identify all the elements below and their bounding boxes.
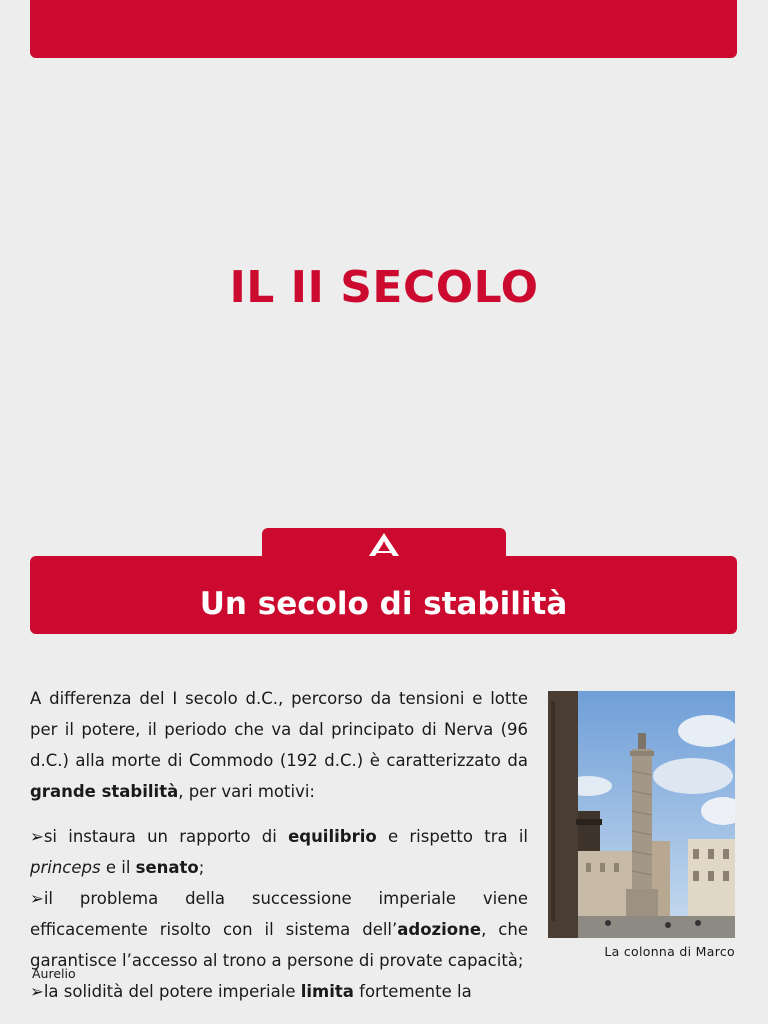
image-caption: La colonna di Marco (604, 944, 735, 959)
bullet-arrow-icon: ➢ (30, 827, 44, 846)
bullet-item: ➢la solidità del potere imperiale limita fortemente la (30, 982, 472, 1001)
body-text (30, 683, 528, 1007)
bullet-item: ➢il problema della successione imperiale viene efficacemente risolto con il sistema dell’adozione, che garantisce l’accesso al trono a persone di provate capacità; (30, 889, 528, 970)
slide-title: IL II SECOLO (229, 262, 539, 313)
intro-paragraph: A differenza del I secolo d.C., percorso da tensioni e lotte per il potere, il periodo che va dal principato di Nerva (96 d.C.) alla morte di Commodo (192 d.C.) è caratterizzato da grande stabilità, per vari motivi: (30, 689, 528, 801)
bullet-arrow-icon: ➢ (30, 982, 44, 1001)
top-banner (30, 0, 737, 58)
bullet-arrow-icon: ➢ (30, 889, 44, 908)
image-caption-overflow: Aurelio (32, 966, 76, 981)
bullet-item: ➢si instaura un rapporto di equilibrio e rispetto tra il princeps e il senato; (30, 827, 528, 877)
section-title: Un secolo di stabilità (199, 586, 568, 622)
column-photo (548, 691, 735, 938)
section-banner (30, 556, 737, 634)
